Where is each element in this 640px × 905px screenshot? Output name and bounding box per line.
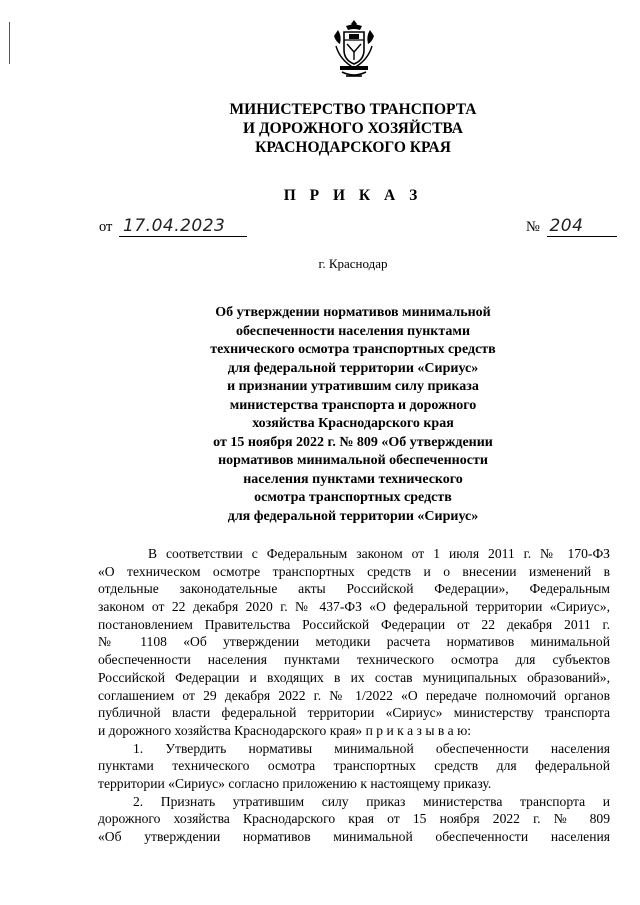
subject-line: для федеральной территории «Сириус» <box>227 360 479 376</box>
number-row <box>526 216 617 237</box>
subject-line: нормативов минимальной обеспеченности <box>218 453 488 468</box>
body-line: 2. Признать утратившим силу приказ министерства транспорта и <box>133 793 610 809</box>
body-line: «Об утверждении нормативов минимальной обеспеченности населения <box>98 829 610 844</box>
date-row <box>99 216 247 237</box>
body-line: Российской Федерации и входящих в их состав муниципальных образований», <box>98 669 610 685</box>
city-label: г. Краснодар <box>318 256 388 271</box>
number-value: 204 <box>547 216 617 237</box>
body-line: обеспеченности населения пунктами технического осмотра для субъектов <box>98 652 610 668</box>
body-line: «О техническом осмотре транспортных средств и о внесении изменений в <box>98 563 610 579</box>
body-line: постановлением Правительства Российской Федерации от 22 декабря 2011 г. <box>98 616 610 632</box>
ministry-line: МИНИСТЕРСТВО ТРАНСПОРТА <box>229 101 477 118</box>
subject-line: от 15 ноября 2022 г. № 809 «Об утверждении <box>213 434 493 450</box>
body-line: № 1108 «Об утверждении методики расчета нормативов минимальной <box>98 634 610 650</box>
subject-line: министерства транспорта и дорожного <box>229 397 477 413</box>
subject-line: осмотра транспортных средств <box>254 490 452 505</box>
ministry-line: КРАСНОДАРСКОГО КРАЯ <box>255 139 451 156</box>
subject-line: и признании утратившим силу приказа <box>227 379 479 394</box>
date-value: 17.04.2023 <box>119 216 247 237</box>
subject-line: для федеральной территории «Сириус» <box>227 508 479 524</box>
document-type-title: П Р И К А З <box>283 187 423 204</box>
subject-line: хозяйства Краснодарского края <box>252 416 454 431</box>
body-line: и дорожного хозяйства Краснодарского края» п р и к а з ы в а ю: <box>98 722 472 738</box>
order-body <box>98 545 610 846</box>
date-prefix: от <box>99 219 113 235</box>
body-line: дорожного хозяйства Краснодарского края от 15 ноября 2022 г. № 809 <box>98 811 610 827</box>
subject-line: Об утверждении нормативов минимальной <box>215 305 491 320</box>
coat-of-arms-icon <box>332 18 376 80</box>
margin-mark <box>9 22 10 64</box>
body-line: соглашением от 29 декабря 2022 г. № 1/2022 «О передаче полномочий органов <box>98 687 610 703</box>
subject-line: обеспеченности населения пунктами <box>235 323 471 339</box>
ministry-name <box>0 100 640 157</box>
body-line: пунктами технического осмотра транспортных средств для федеральной <box>98 758 610 774</box>
ministry-line: И ДОРОЖНОГО ХОЗЯЙСТВА <box>243 120 463 137</box>
body-line: территории «Сириус» согласно приложению к настоящему приказу. <box>98 775 492 791</box>
number-prefix: № <box>526 219 540 235</box>
subject-line: населения пунктами технического <box>243 471 463 487</box>
subject-line: технического осмотра транспортных средств <box>210 342 496 357</box>
body-line: В соответствии с Федеральным законом от 1 июля 2011 г. № 170-ФЗ <box>148 546 610 561</box>
body-line: отдельные законодательные акты Российской Федерации», Федеральным <box>98 581 610 597</box>
order-subject <box>0 304 640 526</box>
body-line: законом от 22 декабря 2020 г. № 437-ФЗ «О федеральной территории «Сириус», <box>98 599 610 615</box>
body-line: публичной власти федеральной территории «Сириус» министерству транспорта <box>98 705 610 721</box>
body-line: 1. Утвердить нормативы минимальной обеспеченности населения <box>133 740 610 756</box>
